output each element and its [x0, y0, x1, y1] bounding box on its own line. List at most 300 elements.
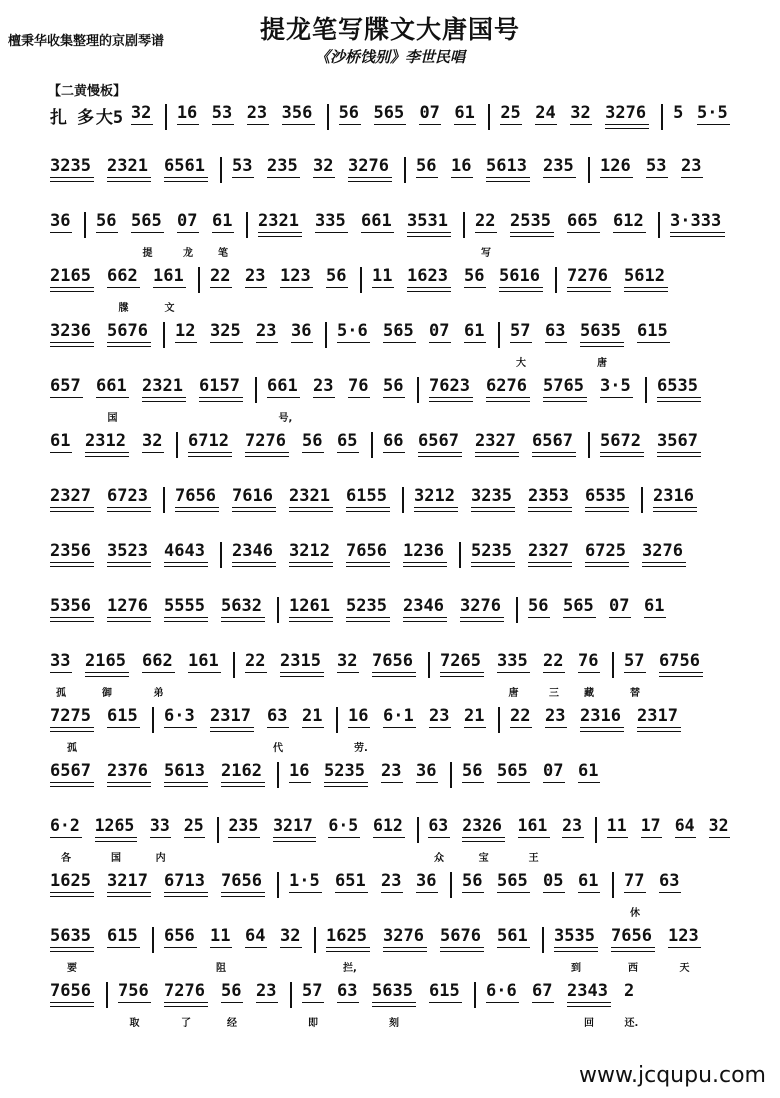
bar-line: [84, 212, 86, 238]
score-row: [50, 431, 730, 491]
note-group: 57: [624, 651, 645, 671]
note-group: 1625: [326, 926, 370, 946]
note-group: 662: [107, 266, 140, 286]
note-group: 3212: [289, 541, 333, 561]
note-group: 6535: [657, 376, 701, 396]
note-group: 3276: [605, 103, 649, 123]
score-row: [50, 981, 730, 1041]
note-group: 5672: [600, 431, 644, 451]
note-group: 07: [177, 211, 198, 231]
note-group: 16: [176, 103, 198, 123]
note-group: 32: [337, 651, 358, 671]
note-group: 335: [315, 211, 348, 231]
note-group: 1625: [50, 871, 94, 891]
note-group: 23: [313, 376, 334, 396]
note-group: 2327: [528, 541, 572, 561]
lyric-syllable: 休: [630, 908, 640, 919]
lyric-syllable: 替: [630, 688, 640, 699]
note-group: 6·5: [328, 816, 360, 835]
note-group: 23: [246, 103, 268, 123]
bar-line: [220, 542, 222, 568]
note-group: 356: [282, 103, 315, 123]
bar-line: [450, 872, 452, 898]
note-group: 22: [543, 651, 564, 671]
note-group: 扎 多: [50, 108, 95, 128]
note-group: 56: [383, 376, 404, 396]
note-group: 63: [337, 981, 358, 1001]
note-group: 2: [624, 981, 635, 1001]
note-group: 2321: [107, 156, 151, 176]
bar-line: [106, 982, 108, 1008]
lyric-syllable: 写: [481, 248, 491, 259]
lyric-syllable: 还.: [624, 1018, 639, 1029]
bar-line: [152, 707, 154, 733]
lyric-syllable: 要: [67, 963, 77, 974]
score-row: [50, 596, 730, 656]
note-group: 2327: [50, 486, 94, 506]
note-group: 67: [532, 981, 553, 1001]
lyric-syllable: 代: [273, 743, 283, 754]
note-group: 36: [291, 321, 312, 341]
note-group: 565: [383, 321, 416, 341]
bar-line: [198, 267, 200, 293]
note-group: 561: [497, 926, 530, 946]
note-group: 32: [313, 156, 334, 176]
note-group: 61: [464, 321, 485, 341]
bar-line: [588, 432, 590, 458]
note-group: 22: [475, 211, 496, 231]
note-group: 6713: [164, 871, 208, 891]
note-group: 36: [416, 871, 437, 891]
note-group: 1·5: [289, 871, 322, 891]
note-group: 7623: [429, 376, 473, 396]
note-group: 3276: [642, 541, 686, 561]
lyric-syllable: 藏: [584, 688, 594, 699]
lyric-syllable: 号,: [278, 413, 293, 424]
note-group: 23: [562, 816, 583, 835]
note-group: 565: [374, 103, 407, 123]
note-group: 3523: [107, 541, 151, 561]
score-row: [50, 761, 730, 821]
bar-line: [450, 762, 452, 788]
lyric-syllable: 内: [155, 853, 166, 864]
note-group: 2343: [567, 981, 611, 1001]
note-group: 6157: [199, 376, 243, 396]
note-group: 23: [256, 981, 277, 1001]
bar-line: [404, 157, 406, 183]
bar-line: [542, 927, 544, 953]
note-group: 64: [245, 926, 266, 946]
lyric-syllable: 阻: [216, 963, 226, 974]
bar-line: [371, 432, 373, 458]
note-group: 5235: [346, 596, 390, 616]
lyric-syllable: 牒: [118, 303, 129, 314]
note-group: 56: [326, 266, 347, 286]
note-group: 65: [337, 431, 358, 451]
lyric-syllable: 到: [571, 963, 581, 974]
score-row: [50, 156, 730, 216]
score-row: [50, 816, 730, 876]
note-group: 5235: [471, 541, 515, 561]
note-group: 5613: [486, 156, 530, 176]
note-group: 1265: [95, 816, 138, 835]
note-group: 657: [50, 376, 83, 396]
note-group: 5: [673, 103, 684, 123]
note-group: 2321: [142, 376, 186, 396]
score-row: [50, 651, 730, 711]
note-group: 3567: [657, 431, 701, 451]
lyric-syllable: 提: [142, 248, 153, 259]
note-group: 2353: [528, 486, 572, 506]
bar-line: [255, 377, 257, 403]
note-group: 56: [416, 156, 437, 176]
note-group: 6712: [188, 431, 232, 451]
note-group: 3217: [107, 871, 151, 891]
note-group: 5676: [107, 321, 151, 341]
note-group: 33: [50, 651, 71, 671]
note-group: 63: [659, 871, 680, 891]
lyric-syllable: 经: [227, 1018, 237, 1029]
bar-line: [555, 267, 557, 293]
note-group: 6155: [346, 486, 390, 506]
note-group: 5613: [164, 761, 208, 781]
bar-line: [163, 487, 165, 513]
note-group: 661: [361, 211, 394, 231]
note-group: 5765: [543, 376, 587, 396]
note-group: 23: [429, 706, 450, 726]
score-row: [50, 103, 730, 163]
lyric-syllable: 即: [308, 1018, 318, 1029]
note-group: 3235: [50, 156, 94, 176]
lyric-syllable: 劳.: [354, 743, 368, 754]
note-group: 7265: [440, 651, 484, 671]
bar-line: [314, 927, 316, 953]
note-group: 565: [563, 596, 596, 616]
bar-line: [498, 322, 500, 348]
note-group: 6·2: [50, 816, 82, 835]
note-group: 6567: [418, 431, 462, 451]
note-group: 7616: [232, 486, 276, 506]
note-group: 123: [280, 266, 313, 286]
note-group: 612: [373, 816, 405, 835]
note-group: 11: [372, 266, 393, 286]
note-group: 5616: [499, 266, 543, 286]
note-group: 1276: [107, 596, 151, 616]
lyric-syllable: 国: [107, 413, 118, 424]
note-group: 1623: [407, 266, 451, 286]
note-group: 6276: [486, 376, 530, 396]
bar-line: [325, 322, 327, 348]
note-group: 61: [50, 431, 71, 451]
note-group: 61: [578, 761, 599, 781]
note-group: 11: [607, 816, 628, 835]
lyric-syllable: 孤: [67, 743, 77, 754]
note-group: 615: [637, 321, 670, 341]
note-group: 756: [118, 981, 151, 1001]
note-group: 11: [210, 926, 231, 946]
song-subtitle: 《沙桥饯别》李世民唱: [314, 48, 465, 66]
note-group: 5635: [50, 926, 94, 946]
lyric-syllable: 御: [102, 688, 112, 699]
note-group: 21: [302, 706, 323, 726]
bar-line: [176, 432, 178, 458]
note-group: 2316: [653, 486, 697, 506]
bar-line: [290, 982, 292, 1008]
note-group: 64: [675, 816, 696, 835]
lyric-syllable: 唐: [597, 358, 607, 369]
note-group: 5235: [324, 761, 368, 781]
note-group: 5635: [372, 981, 416, 1001]
note-group: 3531: [407, 211, 451, 231]
score-row: [50, 321, 730, 381]
note-group: 16: [348, 706, 369, 726]
song-title: 提龙笔写牒文大唐国号: [259, 15, 520, 44]
note-group: 33: [150, 816, 171, 835]
note-group: 7656: [50, 981, 94, 1001]
note-group: 7656: [346, 541, 390, 561]
note-group: 2535: [510, 211, 554, 231]
lyric-syllable: 众: [433, 853, 444, 864]
note-group: 3276: [383, 926, 427, 946]
bar-line: [641, 487, 643, 513]
lyric-syllable: 唐: [508, 688, 519, 699]
lyric-syllable: 回: [584, 1018, 594, 1029]
note-group: 63: [545, 321, 566, 341]
note-group: 2165: [50, 266, 94, 286]
bar-line: [327, 104, 329, 130]
note-group: 07: [429, 321, 450, 341]
note-group: 6567: [532, 431, 576, 451]
note-group: 161: [518, 816, 550, 835]
note-group: 7275: [50, 706, 94, 726]
note-group: 16: [289, 761, 310, 781]
note-group: 07: [419, 103, 440, 123]
bar-line: [612, 652, 614, 678]
bar-line: [588, 157, 590, 183]
note-group: 615: [107, 706, 140, 726]
note-group: 23: [545, 706, 566, 726]
bar-line: [220, 157, 222, 183]
score-row: [50, 266, 730, 326]
note-group: 7656: [175, 486, 219, 506]
note-group: 56: [462, 761, 483, 781]
note-group: 6725: [585, 541, 629, 561]
note-group: 23: [381, 761, 402, 781]
note-group: 6535: [585, 486, 629, 506]
note-group: 61: [212, 211, 233, 231]
note-group: 17: [641, 816, 662, 835]
note-group: 7276: [567, 266, 611, 286]
note-group: 76: [348, 376, 369, 396]
note-group: 5632: [221, 596, 265, 616]
note-group: 661: [267, 376, 300, 396]
note-group: 1261: [289, 596, 333, 616]
note-group: 2327: [475, 431, 519, 451]
note-group: 2376: [107, 761, 151, 781]
note-group: 23: [681, 156, 702, 176]
note-group: 2317: [637, 706, 681, 726]
note-group: 56: [221, 981, 242, 1001]
note-group: 615: [107, 926, 140, 946]
note-group: 22: [245, 651, 266, 671]
note-group: 32: [280, 926, 301, 946]
note-group: 2312: [85, 431, 129, 451]
note-group: 23: [381, 871, 402, 891]
lyric-syllable: 宝: [478, 853, 489, 864]
lyric-syllable: 取: [129, 1018, 140, 1029]
note-group: 2162: [221, 761, 265, 781]
bar-line: [233, 652, 235, 678]
note-group: 2346: [232, 541, 276, 561]
note-group: 615: [429, 981, 462, 1001]
note-group: 565: [131, 211, 164, 231]
note-group: 325: [210, 321, 243, 341]
score-row: [50, 376, 730, 436]
note-group: 5·5: [697, 103, 730, 123]
note-group: 6561: [164, 156, 208, 176]
score-row: [50, 706, 730, 766]
bar-line: [246, 212, 248, 238]
note-group: 05: [543, 871, 564, 891]
bar-line: [488, 104, 490, 130]
note-group: 235: [543, 156, 576, 176]
bar-line: [417, 817, 419, 843]
site-watermark: www.jcqupu.com: [579, 1063, 766, 1088]
note-group: 53: [232, 156, 253, 176]
note-group: 2165: [85, 651, 129, 671]
note-group: 56: [464, 266, 485, 286]
note-group: 3·5: [600, 376, 633, 396]
note-group: 661: [96, 376, 129, 396]
note-group: 66: [383, 431, 404, 451]
note-group: 23: [245, 266, 266, 286]
note-group: 612: [613, 211, 646, 231]
note-group: 565: [497, 871, 530, 891]
note-group: 7656: [372, 651, 416, 671]
note-group: 665: [567, 211, 600, 231]
bar-line: [658, 212, 660, 238]
note-group: 32: [142, 431, 163, 451]
bar-line: [459, 542, 461, 568]
note-group: 2346: [403, 596, 447, 616]
lyric-syllable: 刻: [389, 1018, 399, 1029]
bar-line: [217, 817, 219, 843]
note-group: 22: [510, 706, 531, 726]
note-group: 32: [570, 103, 591, 123]
note-group: 63: [428, 816, 449, 835]
note-group: 3535: [554, 926, 598, 946]
note-group: 3276: [460, 596, 504, 616]
lyric-syllable: 西: [628, 963, 638, 974]
note-group: 5·6: [337, 321, 370, 341]
note-group: 25: [500, 103, 521, 123]
note-group: 662: [142, 651, 175, 671]
lyric-syllable: 各: [61, 853, 71, 864]
note-group: 53: [211, 103, 233, 123]
bar-line: [277, 597, 279, 623]
lyric-syllable: 拦,: [343, 963, 357, 974]
note-group: 6·3: [164, 706, 197, 726]
score-row: [50, 541, 730, 601]
note-group: 57: [510, 321, 531, 341]
bar-line: [402, 487, 404, 513]
bar-line: [277, 762, 279, 788]
note-group: 565: [497, 761, 530, 781]
bar-line: [463, 212, 465, 238]
note-group: 2321: [289, 486, 333, 506]
lyric-syllable: 了: [181, 1018, 191, 1029]
note-group: 6·6: [486, 981, 519, 1001]
score-row: [50, 926, 730, 986]
lyric-syllable: 三: [549, 688, 559, 699]
note-group: 7276: [164, 981, 208, 1001]
note-group: 2316: [580, 706, 624, 726]
note-group: 5555: [164, 596, 208, 616]
note-group: 56: [96, 211, 117, 231]
note-group: 53: [646, 156, 667, 176]
note-group: 2326: [462, 816, 505, 835]
note-group: 235: [267, 156, 300, 176]
note-group: 6723: [107, 486, 151, 506]
note-group: 2317: [210, 706, 254, 726]
bar-line: [661, 104, 663, 130]
bar-line: [595, 817, 597, 843]
score-row: [50, 486, 730, 546]
note-group: 4643: [164, 541, 208, 561]
note-group: 7656: [221, 871, 265, 891]
note-group: 76: [578, 651, 599, 671]
score-row: [50, 871, 730, 931]
note-group: 24: [535, 103, 556, 123]
note-group: 36: [416, 761, 437, 781]
note-group: 32: [709, 816, 730, 835]
note-group: 6567: [50, 761, 94, 781]
note-group: 57: [302, 981, 323, 1001]
lyric-syllable: 孤: [56, 688, 66, 699]
bar-line: [498, 707, 500, 733]
lyric-syllable: 文: [164, 303, 175, 314]
bar-line: [428, 652, 430, 678]
bar-line: [277, 872, 279, 898]
note-group: 335: [497, 651, 530, 671]
note-group: 36: [50, 211, 71, 231]
note-group: 56: [302, 431, 323, 451]
note-group: 7276: [245, 431, 289, 451]
note-group: 61: [578, 871, 599, 891]
note-group: 25: [184, 816, 205, 835]
note-group: 56: [462, 871, 483, 891]
lyric-syllable: 天: [679, 963, 690, 974]
note-group: 235: [228, 816, 260, 835]
bar-line: [165, 104, 167, 130]
note-group: 3235: [471, 486, 515, 506]
lyric-syllable: 大: [516, 358, 526, 369]
lyric-syllable: 国: [110, 853, 121, 864]
note-group: 5612: [624, 266, 668, 286]
bar-line: [645, 377, 647, 403]
bar-line: [612, 872, 614, 898]
note-group: 6·1: [383, 706, 416, 726]
bar-line: [360, 267, 362, 293]
note-group: 56: [338, 103, 359, 123]
note-group: 61: [454, 103, 475, 123]
bar-line: [336, 707, 338, 733]
note-group: 23: [256, 321, 277, 341]
note-group: 56: [528, 596, 549, 616]
note-group: 3236: [50, 321, 94, 341]
note-group: 63: [267, 706, 288, 726]
bar-line: [516, 597, 518, 623]
